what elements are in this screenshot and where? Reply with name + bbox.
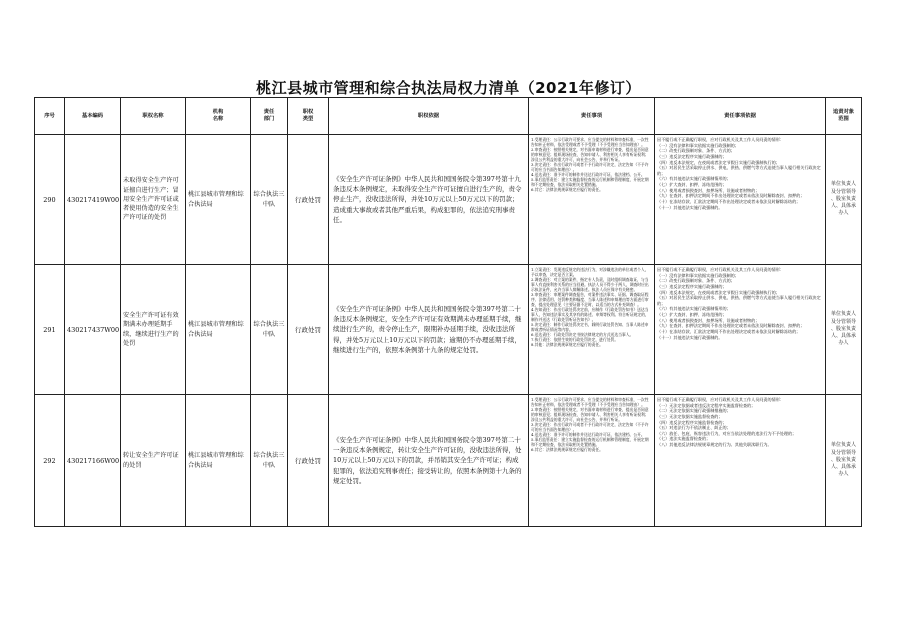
duty-line: 1.立案责任：发现违反规定的违法行为，对涉嫌违法的单位或者个人，予以审查，决定是否立案。 — [531, 267, 649, 277]
cell-org: 桃江县城市管理和综合执法局 — [186, 135, 251, 265]
obj-line: 及分管领导 — [830, 188, 856, 195]
header-basis: 职权依据 — [329, 98, 529, 135]
header-seq: 序号 — [35, 98, 65, 135]
obj-line: 及分管领导 — [830, 449, 856, 456]
duty-line: 4.告知责任：作出行政处罚决定前，应制作《行政处罚告知书》送达当事人，告知违法事实及其享有的陈述、申辩等权利。符合听证规定的，制作并送达《行政处罚听证告知书》。 — [531, 307, 649, 322]
duty-basis-line: （八）其他违反法律法规规章规定的行为。其他失职渎职行为。 — [657, 442, 772, 448]
duty-line: 3.决定责任：作出行政许可或者不予行政许可决定，法定告知（不予许可的应当书面告知理由）。 — [531, 162, 649, 172]
duty-basis-line: （二）无法定依据实施行政强制措施的； — [657, 408, 731, 414]
cell-code: 430217437W00 — [65, 265, 121, 395]
duty-basis-line: （七）扩大查封、扣押、冻结范围的； — [657, 182, 727, 188]
obj-line: 单位负责人 — [830, 181, 856, 188]
duty-line: 6.送达责任：行政处罚决定书按法律规定的方式送达当事人。 — [531, 332, 634, 337]
duty-basis-line: 因不履行或不正确履行职权，应对行政机关及其工作人员问责的情形： — [657, 397, 784, 402]
duty-basis-line: （四）违反本法规定，在夜间或者法定节假日实施行政强制执行的； — [657, 289, 780, 295]
page-title: 桃江县城市管理和综合执法局权力清单（2021年修订） — [256, 79, 641, 97]
obj-line: 人、具体承 — [830, 203, 856, 210]
cell-seq: 290 — [35, 135, 65, 265]
cell-basis: 《安全生产许可证条例》中华人民共和国国务院令第397号第二十一条违反本条例规定，转让安全生产许可证的，没收违法所得，处10万元以上50万元以下的罚款，并吊销其安全生产许可证；构成犯罪的，依法追究刑事责任；接受转让的，依照本条例第十九条的规定处罚。 — [329, 395, 529, 527]
duty-basis-line: （六）放任、包庇、纵容违法行为，对应当依法处理的违法行为不予处理的； — [657, 430, 797, 436]
cell-code: 430217166W00 — [65, 395, 121, 527]
cell-dept: 综合执法三中队 — [251, 395, 288, 527]
obj-line: 办人 — [838, 340, 849, 347]
duty-basis-line: （一）没有法律和事实依据实施行政强制的； — [657, 142, 739, 148]
duty-line: 4.送达责任：准予许可的制作并送达行政许可证，依法建档、公开。 — [531, 172, 645, 177]
header-code: 基本编码 — [65, 98, 121, 135]
cell-dept: 综合执法三中队 — [251, 135, 288, 265]
header-obj: 追责对象 范围 — [826, 98, 862, 135]
cell-obj — [826, 265, 862, 395]
cell-type: 行政处罚 — [288, 265, 329, 395]
duty-basis-line: （四）违反法定程序实施监督检查的； — [657, 419, 727, 425]
obj-line: 及分管领导 — [830, 318, 856, 325]
duty-basis-line: （五）对居民生活采取停止供水、供电、供热、供燃气等方式迫使当事人履行相关行政决定的； — [657, 165, 821, 176]
cell-org: 桃江县城市管理和综合执法局 — [186, 265, 251, 395]
header-duty-basis: 责任事项依据 — [655, 98, 826, 135]
cell-seq: 291 — [35, 265, 65, 395]
cell-obj — [826, 395, 862, 527]
duty-line: 3.审查责任：审理案件调查报告，对案件违法事实、证据、调查取证程序、法律适用、处罚种类和幅度、当事人陈述和申辩理由等方面进行审查，提出处理意见（主要证据不足时，以适当的方式补充调查）。 — [531, 292, 649, 307]
duty-basis-line: （二）改变行政强制对象、条件、方式的； — [657, 148, 735, 154]
duty-line: 6.其它：法律法规规章规定应履行的责任。 — [531, 447, 603, 452]
header-type: 职权 类型 — [288, 98, 329, 135]
duty-basis-line: （八）使用或者损毁查封、扣押场所、设施或者财物的； — [657, 317, 760, 323]
duty-basis-line: （七）扩大查封、扣押、冻结范围的； — [657, 312, 727, 318]
obj-line: 单位负责人 — [830, 311, 856, 318]
duty-basis-line: （七）违法实施监督检查的； — [657, 436, 711, 442]
duty-line: 5.事后监管责任：建立实施监督检查的运行机制和管理制度，开展定期和不定期检查，依法采取相关处置措施。 — [531, 437, 649, 447]
duty-line: 3.决定责任：作出行政许可或者不予行政许可决定，法定告知（不予许可的应当书面告知理由）。 — [531, 422, 649, 432]
duty-line: 1.受理责任：公示行政许可要求、应当提交的材料和审查标准，一次性告知补正材料，依法受理或者不予受理（不予受理应当告知理由）。 — [531, 397, 649, 407]
obj-line: 人、具体承 — [830, 333, 856, 340]
header-row — [35, 98, 862, 135]
duty-basis-line: 因不履行或不正确履行职权，应对行政机关及其工作人员问责的情形： — [657, 267, 784, 272]
duty-line: 4.送达责任：准予许可的制作并送达行政许可证，依法建档、公开。 — [531, 432, 645, 437]
obj-line: 、股室负责 — [830, 195, 856, 202]
duty-basis-line: （九）在查封、扣押法定期间不作出处理决定或者未依法及时解除查封、扣押的； — [657, 323, 805, 329]
header-dept: 责任 部门 — [251, 98, 288, 135]
header-duty: 责任事项 — [529, 98, 655, 135]
table-row — [35, 265, 862, 395]
header-name: 职权名称 — [121, 98, 186, 135]
duty-line: 5.决定责任：制作行政处罚决定书，载明行政处罚告知、当事人陈述申辩或者听证情况等内容。 — [531, 322, 649, 332]
cell-type: 行政处罚 — [288, 395, 329, 527]
duty-basis-line: （五）对居民生活采取停止供水、供电、供热、供燃气等方式迫使当事人履行相关行政决定的； — [657, 295, 821, 306]
duty-basis-line: （三）无法定依据实施监督检查的； — [657, 413, 723, 419]
duty-basis-line: （三）违反法定程序实施行政强制的； — [657, 283, 727, 289]
cell-duty-basis — [655, 265, 826, 395]
duty-basis-line: （六）有其他违法实施行政强制情形的； — [657, 306, 731, 312]
cell-name: 未取得安全生产许可证擅自进行生产；冒用安全生产许可证或者使用伪造的安全生产许可证的处罚 — [121, 135, 186, 265]
duty-basis-line: （一）无法定依据或者违反法定程序实施监督检查的； — [657, 402, 756, 408]
cell-duty — [529, 395, 655, 527]
duty-line: 7.执行责任：依照生效的行政处罚决定，进行处罚。 — [531, 337, 619, 342]
duty-basis-line: （十一）其他违法实施行政强制的。 — [657, 204, 723, 210]
duty-basis-line: （八）使用或者损毁查封、扣押场所、设施或者财物的； — [657, 187, 760, 193]
duty-line: 2.审查责任：按照相关规定，对书面申请材料进行审查，提出是否同意的审核意见；组织现场检查，告知申请人、利害相关人享有听证权利；涉及公共利益的重大许可，向社会公告，并举行听证。 — [531, 147, 649, 162]
duty-basis-line: （六）有其他违法实施行政强制情形的； — [657, 176, 731, 182]
duty-line: 8.其他：法律法规规章规定应履行的责任。 — [531, 342, 603, 347]
obj-line: 、股室负责 — [830, 456, 856, 463]
cell-duty — [529, 265, 655, 395]
duty-line: 1.受理责任：公示行政许可要求、应当提交的材料和审查标准，一次性告知补正材料，依法受理或者不予受理（不予受理应当告知理由）。 — [531, 137, 649, 147]
cell-name: 转让安全生产许可证的处罚 — [121, 395, 186, 527]
duty-basis-line: （十一）其他违法实施行政强制的。 — [657, 334, 723, 340]
duty-basis-line: （三）违反法定程序实施行政强制的； — [657, 153, 727, 159]
cell-code: 430217419W00 — [65, 135, 121, 265]
cell-dept: 综合执法三中队 — [251, 265, 288, 395]
obj-line: 办人 — [838, 471, 849, 478]
table-row — [35, 395, 862, 527]
header-org: 机构 名称 — [186, 98, 251, 135]
obj-line: 单位负责人 — [830, 442, 856, 449]
cell-org: 桃江县城市管理和综合执法局 — [186, 395, 251, 527]
duty-basis-line: （四）违反本法规定，在夜间或者法定节假日实施行政强制执行的； — [657, 159, 780, 165]
cell-basis: 《安全生产许可证条例》中华人民共和国国务院令第397号第二十条违反本条例规定，安全生产许可证有效期满未办理延期手续，继续进行生产的，责令停止生产，限期补办延期手续，没收违法所得，并处5万元以上10万元以下的罚款；逾期仍不办理延期手续，继续进行生产的，依照本条例第十九条的规定处罚。 — [329, 265, 529, 395]
duty-basis-line: 因不履行或不正确履行职权，应对行政机关及其工作人员问责的情形： — [657, 137, 784, 142]
duty-line: 2.调查责任：对立案的案件，指定专人负责，及时组织调查取证，与当事人有直接利害关系的应当回避。执法人员不得少于两人，调查时应出示执法证件，允许当事人辩解陈述。执法人员应保守有关秘密。 — [531, 277, 649, 292]
duty-line: 6.其它：法律法规规章规定应履行的责任。 — [531, 187, 603, 192]
duty-line: 5.事后监管责任：建立实施监督检查的运行机制和管理制度，开展定期和不定期检查，依法采取相关处置措施。 — [531, 177, 649, 187]
duty-basis-line: （十）在冻结存款、汇款法定期间不作出处理决定或者未依法及时解除冻结的； — [657, 329, 801, 335]
cell-duty-basis — [655, 395, 826, 527]
duty-basis-line: （五）对违法行为不依法制止、纠正的； — [657, 425, 731, 431]
duty-basis-line: （二）改变行政强制对象、条件、方式的； — [657, 278, 735, 284]
obj-line: 人、具体承 — [830, 464, 856, 471]
cell-duty — [529, 135, 655, 265]
duty-basis-line: （十）在冻结存款、汇款法定期间不作出处理决定或者未依法及时解除冻结的； — [657, 199, 801, 205]
cell-obj — [826, 135, 862, 265]
cell-duty-basis — [655, 135, 826, 265]
obj-line: 办人 — [838, 210, 849, 217]
cell-basis: 《安全生产许可证条例》中华人民共和国国务院令第397号第十九条违反本条例规定，未取得安全生产许可证擅自进行生产的，责令停止生产，没收违法所得，并处10万元以上50万元以下的罚款；造成重大事故或者其他严重后果，构成犯罪的，依法追究刑事责任。 — [329, 135, 529, 265]
obj-line: 、股室负责 — [830, 325, 856, 332]
duty-basis-line: （一）没有法律和事实依据实施行政强制的； — [657, 272, 739, 278]
power-list-table — [34, 97, 862, 527]
duty-basis-line: （九）在查封、扣押法定期间不作出处理决定或者未依法及时解除查封、扣押的； — [657, 193, 805, 199]
cell-type: 行政处罚 — [288, 135, 329, 265]
duty-line: 2.审查责任：按照相关规定，对书面申请材料进行审查，提出是否同意的审核意见；组织现场检查，告知申请人、利害相关人享有听证权利；涉及公共利益的重大许可，向社会公告，并举行听证。 — [531, 407, 649, 422]
cell-name: 安全生产许可证有效期满未办理延期手续，继续进行生产的处罚 — [121, 265, 186, 395]
table-row — [35, 135, 862, 265]
cell-seq: 292 — [35, 395, 65, 527]
